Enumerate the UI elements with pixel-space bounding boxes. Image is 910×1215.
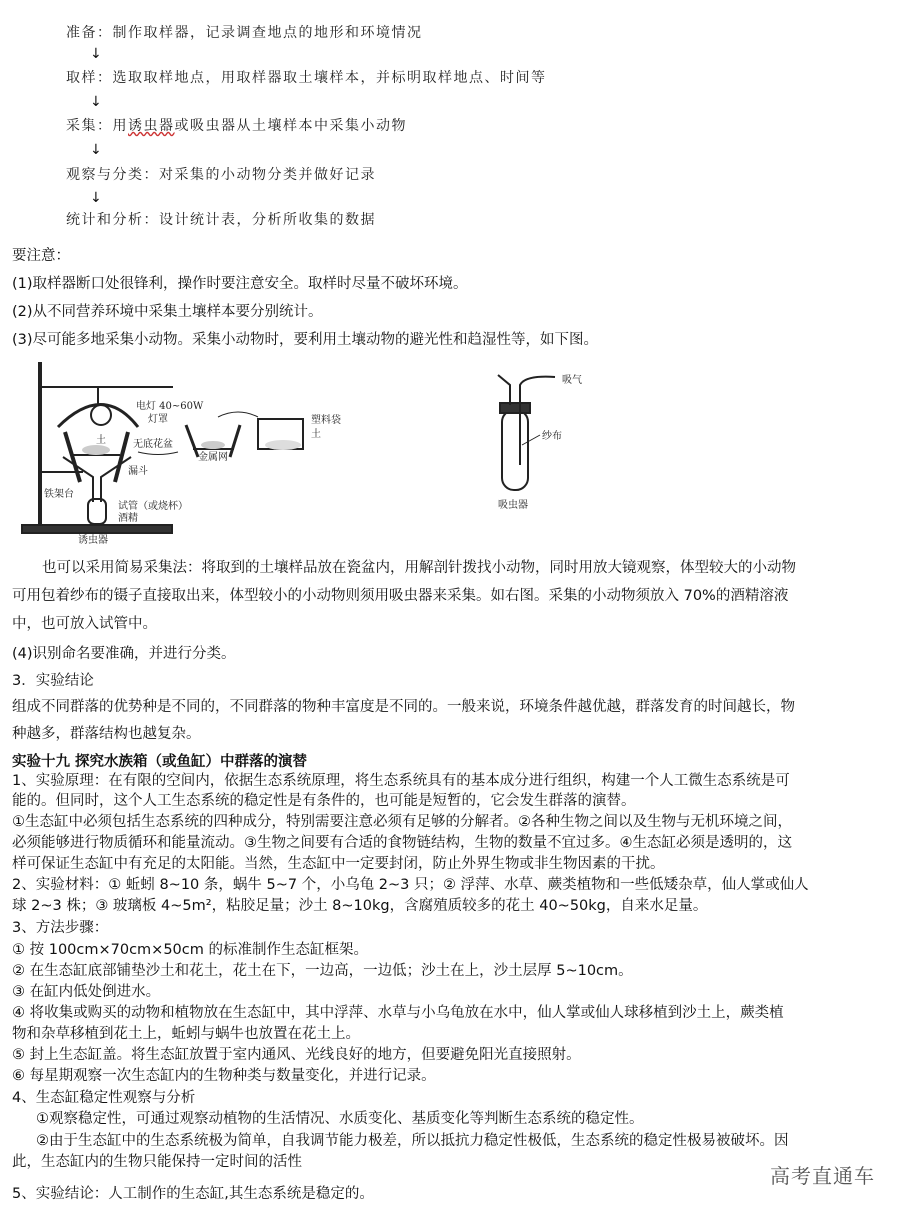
flow-step-prepare: 准备：制作取样器，记录调查地点的地形和环境情况	[66, 25, 423, 41]
label-alcohol: 酒精	[118, 513, 138, 524]
text-line: 中，也可放入试管中。	[12, 616, 157, 632]
collect-prefix: 采集：用	[66, 118, 128, 134]
label-gauze: 纱布	[542, 431, 562, 442]
label-stand: 铁架台	[44, 489, 74, 500]
experiment-title: 实验十九 探究水族箱（或鱼缸）中群落的演替	[12, 754, 308, 770]
label-mesh: 金属网	[198, 452, 228, 463]
label-lamp: 电灯 40~60W	[136, 401, 204, 412]
note-item: (2)从不同营养环境中采集土壤样本要分别统计。	[12, 304, 323, 320]
text-line: ② 在生态缸底部铺垫沙土和花土，花土在下，一边高，一边低；沙土在上，沙土层厚 5~10cm。	[12, 963, 633, 979]
text-line: 能的。但同时，这个人工生态系统的稳定性是有条件的，也可能是短暂的，它会发生群落的演替。	[12, 793, 636, 809]
aspirator-diagram	[480, 365, 600, 515]
text-line: ⑥ 每星期观察一次生态缸内的生物种类与数量变化，并进行记录。	[12, 1068, 436, 1084]
note-item: (3)尽可能多地采集小动物。采集小动物时，要利用土壤动物的避光性和趋湿性等，如下图。	[12, 332, 599, 348]
label-tube: 试管（或烧杯）	[118, 501, 188, 512]
text-line: 必须能够进行物质循环和能量流动。③生物之间要有合适的食物链结构，生物的数量不宜过多。④生态缸必须是透明的，这	[12, 835, 792, 851]
label-pot: 无底花盆	[133, 439, 173, 450]
text-line: ②由于生态缸中的生态系统极为简单，自我调节能力极差，所以抵抗力稳定性极低，生态系统的稳定性极易被破坏。因	[36, 1133, 789, 1149]
text-line: 3、方法步骤：	[12, 920, 109, 936]
flow-step-analyze: 统计和分析：设计统计表，分析所收集的数据	[66, 212, 376, 228]
text-line: ①观察稳定性，可通过观察动植物的生活情况、水质变化、基质变化等判断生态系统的稳定性。	[36, 1111, 644, 1127]
arrow-down-icon: ↓	[90, 46, 102, 62]
label-funnel: 漏斗	[128, 466, 148, 477]
text-line: 组成不同群落的优势种是不同的，不同群落的物种丰富度是不同的。一般来说，环境条件越优越，群落发育的时间越长，物	[12, 699, 795, 715]
watermark: 高考直通车	[770, 1164, 875, 1188]
label-inhale: 吸气	[562, 375, 582, 386]
flow-step-observe: 观察与分类：对采集的小动物分类并做好记录	[66, 167, 376, 183]
notes-heading: 要注意：	[12, 248, 70, 264]
text-line: ① 按 100cm×70cm×50cm 的标准制作生态缸框架。	[12, 942, 368, 958]
collect-underlined: 诱虫器	[128, 118, 175, 134]
insect-trap-diagram	[8, 357, 353, 545]
text-line: ⑤ 封上生态缸盖。将生态缸放置于室内通风、光线良好的地方，但要避免阳光直接照射。	[12, 1047, 581, 1063]
text-line: 物和杂草移植到花土上，蚯蚓与蜗牛也放置在花土上。	[12, 1026, 360, 1042]
text-line: 4、生态缸稳定性观察与分析	[12, 1090, 196, 1106]
text-line: 1、实验原理：在有限的空间内，依据生态系统原理，将生态系统具有的基本成分进行组织，构建一个人工微生态系统是可	[12, 773, 790, 789]
label-trap: 诱虫器	[78, 535, 108, 545]
text-line: 样可保证生态缸中有充足的太阳能。当然，生态缸中一定要封闭，防止外界生物或非生物因素的干扰。	[12, 856, 665, 872]
text-line: 可用包着纱布的镊子直接取出来，体型较小的小动物则须用吸虫器来采集。如右图。采集的小动物须放入 70%的酒精溶液	[12, 588, 789, 604]
text-line: 2、实验材料：① 蚯蚓 8~10 条，蜗牛 5~7 个，小乌龟 2~3 只；② 浮萍、水草、蕨类植物和一些低矮杂草，仙人掌或仙人	[12, 877, 809, 893]
section-heading: 3．实验结论	[12, 673, 94, 689]
arrow-down-icon: ↓	[90, 190, 102, 206]
text-line: ④ 将收集或购买的动物和植物放在生态缸中，其中浮萍、水草与小乌龟放在水中，仙人掌或仙人球移植到沙土上，蕨类植	[12, 1005, 784, 1021]
flow-step-collect	[66, 115, 407, 135]
label-lampshade: 灯罩	[148, 414, 168, 425]
text-line: (4)识别命名要准确，并进行分类。	[12, 646, 236, 662]
label-bag: 塑料袋	[311, 415, 341, 426]
label-aspirator: 吸虫器	[498, 500, 528, 511]
text-line: 球 2~3 株；③ 玻璃板 4~5m²，粘胶足量；沙土 8~10kg，含腐殖质较多的花土 40~50kg，自来水足量。	[12, 898, 708, 914]
text-line: ①生态缸中必须包括生态系统的四种成分，特别需要注意必须有足够的分解者。②各种生物之间以及生物与无机环境之间，	[12, 814, 792, 830]
arrow-down-icon: ↓	[90, 94, 102, 110]
text-line: 也可以采用简易采集法：将取到的土壤样品放在瓷盆内，用解剖针拨找小动物，同时用放大镜观察，体型较大的小动物	[42, 560, 796, 576]
note-item: (1)取样器断口处很锋利，操作时要注意安全。取样时尽量不破坏环境。	[12, 276, 468, 292]
label-soil-bag: 土	[311, 429, 321, 440]
text-line: 种越多，群落结构也越复杂。	[12, 726, 201, 742]
arrow-down-icon: ↓	[90, 142, 102, 158]
collect-suffix: 或吸虫器从土壤样本中采集小动物	[174, 118, 407, 134]
text-line: 此，生态缸内的生物只能保持一定时间的活性	[12, 1154, 302, 1170]
text-line: 5、实验结论：人工制作的生态缸,其生态系统是稳定的。	[12, 1186, 374, 1202]
text-line: ③ 在缸内低处倒进水。	[12, 984, 161, 1000]
flow-step-sample: 取样：选取取样地点，用取样器取土壤样本，并标明取样地点、时间等	[66, 70, 547, 86]
label-soil: 土	[96, 435, 106, 446]
